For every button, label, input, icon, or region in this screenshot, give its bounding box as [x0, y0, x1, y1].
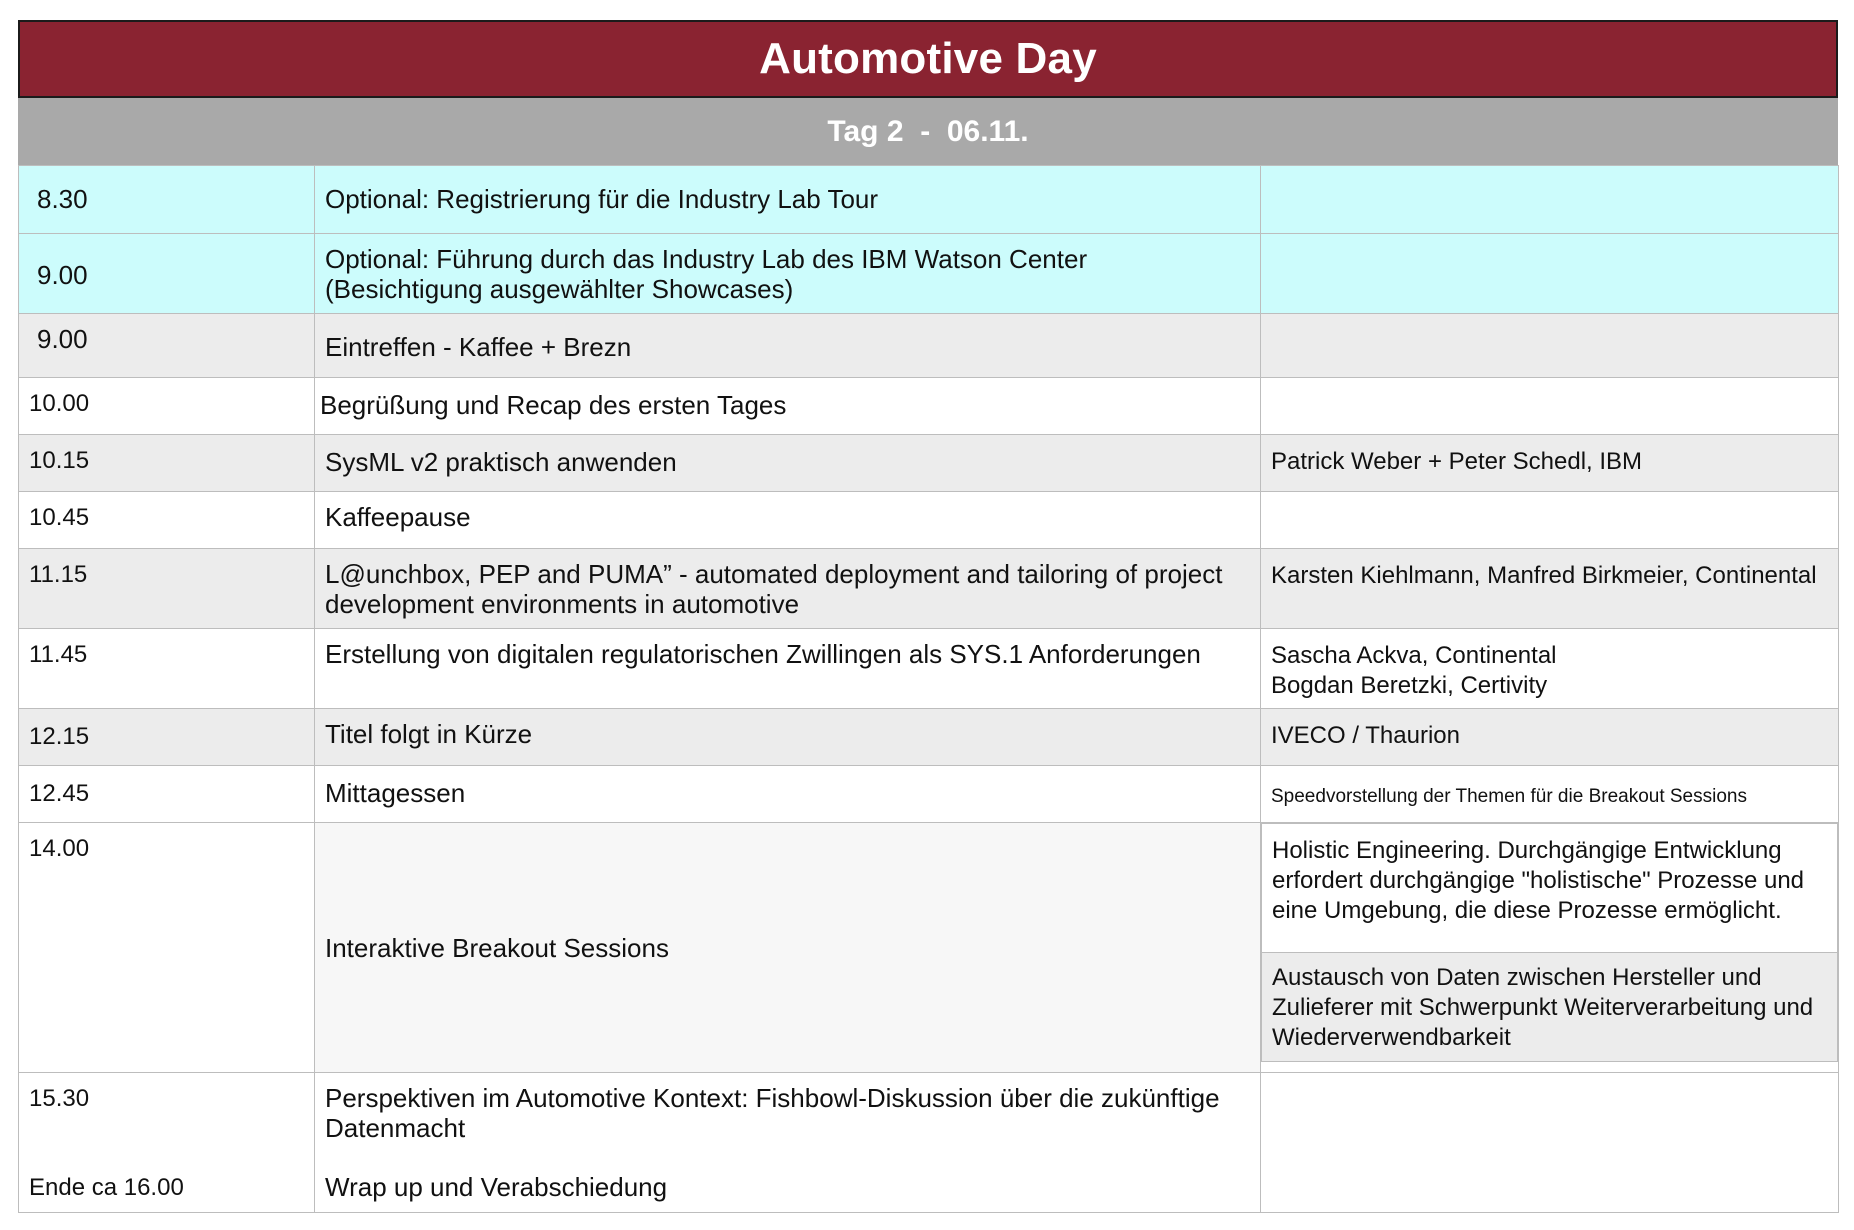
- row-speaker: Speedvorstellung der Themen für die Breakout Sessions: [1271, 786, 1747, 807]
- agenda-row: [19, 234, 1839, 314]
- row-time: 10.45: [29, 504, 90, 531]
- agenda-row: [19, 766, 1839, 823]
- row-topic: L@unchbox, PEP and PUMA” - automated deployment and tailoring of project development environments in automotive: [325, 559, 1223, 619]
- row-speaker: [1261, 166, 1838, 180]
- agenda-table: [18, 165, 1839, 1213]
- closing-end-time: Ende ca 16.00: [29, 1174, 184, 1201]
- row-time: 11.45: [29, 641, 88, 668]
- row-topic: SysML v2 praktisch anwenden: [325, 447, 677, 477]
- closing-row: [19, 1073, 1839, 1213]
- day-subtitle: Tag 2 - 06.11.: [18, 98, 1838, 165]
- closing-topic: Perspektiven im Automotive Kontext: Fishbowl-Diskussion über die zukünftige Datenmacht: [325, 1083, 1220, 1143]
- row-topic: Begrüßung und Recap des ersten Tages: [320, 390, 787, 420]
- row-time: 12.45: [29, 780, 90, 807]
- row-topic: Optional: Registrierung für die Industry Lab Tour: [325, 184, 879, 214]
- breakout-time: 14.00: [29, 835, 90, 862]
- row-topic: Erstellung von digitalen regulatorischen Zwillingen als SYS.1 Anforderungen: [325, 639, 1201, 669]
- row-time: 9.00: [37, 260, 88, 290]
- breakout-session: Holistic Engineering. Durchgängige Entwicklung erfordert durchgängige "holistische" Prozesse und eine Umgebung, die diese Prozesse ermöglicht.: [1272, 837, 1805, 924]
- row-topic: Mittagessen: [325, 778, 466, 808]
- breakout-topic: Interaktive Breakout Sessions: [325, 932, 669, 963]
- agenda-row: [19, 314, 1839, 378]
- row-time: 10.00: [29, 390, 90, 417]
- row-time: 10.15: [29, 447, 90, 474]
- agenda-row: [19, 629, 1839, 709]
- row-time: 9.00: [37, 324, 88, 354]
- row-speaker: [1261, 314, 1838, 328]
- agenda-row: [19, 709, 1839, 766]
- row-speaker: Karsten Kiehlmann, Manfred Birkmeier, Continental: [1271, 562, 1817, 589]
- closing-speaker: [1261, 1073, 1838, 1087]
- row-speaker: [1261, 234, 1838, 248]
- agenda-row: [19, 166, 1839, 234]
- breakout-session: Austausch von Daten zwischen Hersteller und Zulieferer mit Schwerpunkt Weiterverarbeitung und Wiederverwendbarkeit: [1272, 964, 1814, 1051]
- row-speaker: [1261, 378, 1838, 392]
- row-speaker: [1261, 492, 1838, 506]
- closing-wrap-up: Wrap up und Verabschiedung: [325, 1172, 668, 1202]
- agenda-row: [19, 435, 1839, 492]
- agenda-row: [19, 492, 1839, 549]
- agenda-row: [19, 549, 1839, 629]
- row-topic: Titel folgt in Kürze: [325, 719, 533, 749]
- breakout-sessions: [1261, 823, 1838, 1062]
- row-time: 12.15: [29, 723, 90, 750]
- agenda-row: [19, 378, 1839, 435]
- closing-time: 15.30: [29, 1085, 90, 1112]
- breakout-row: [19, 823, 1839, 1073]
- row-time: 8.30: [37, 184, 88, 214]
- row-topic: Kaffeepause: [325, 502, 471, 532]
- row-speaker: IVECO / Thaurion: [1271, 722, 1460, 749]
- row-speaker: Patrick Weber + Peter Schedl, IBM: [1271, 448, 1643, 475]
- row-topic: Optional: Führung durch das Industry Lab des IBM Watson Center (Besichtigung ausgewählter Showcases): [325, 244, 1088, 304]
- row-topic: Eintreffen - Kaffee + Brezn: [325, 332, 632, 362]
- agenda-sheet: [18, 20, 1838, 1213]
- row-speaker: Sascha Ackva, Continental Bogdan Beretzki, Certivity: [1271, 642, 1557, 699]
- row-time: 11.15: [29, 561, 88, 588]
- page-title: Automotive Day: [18, 20, 1838, 98]
